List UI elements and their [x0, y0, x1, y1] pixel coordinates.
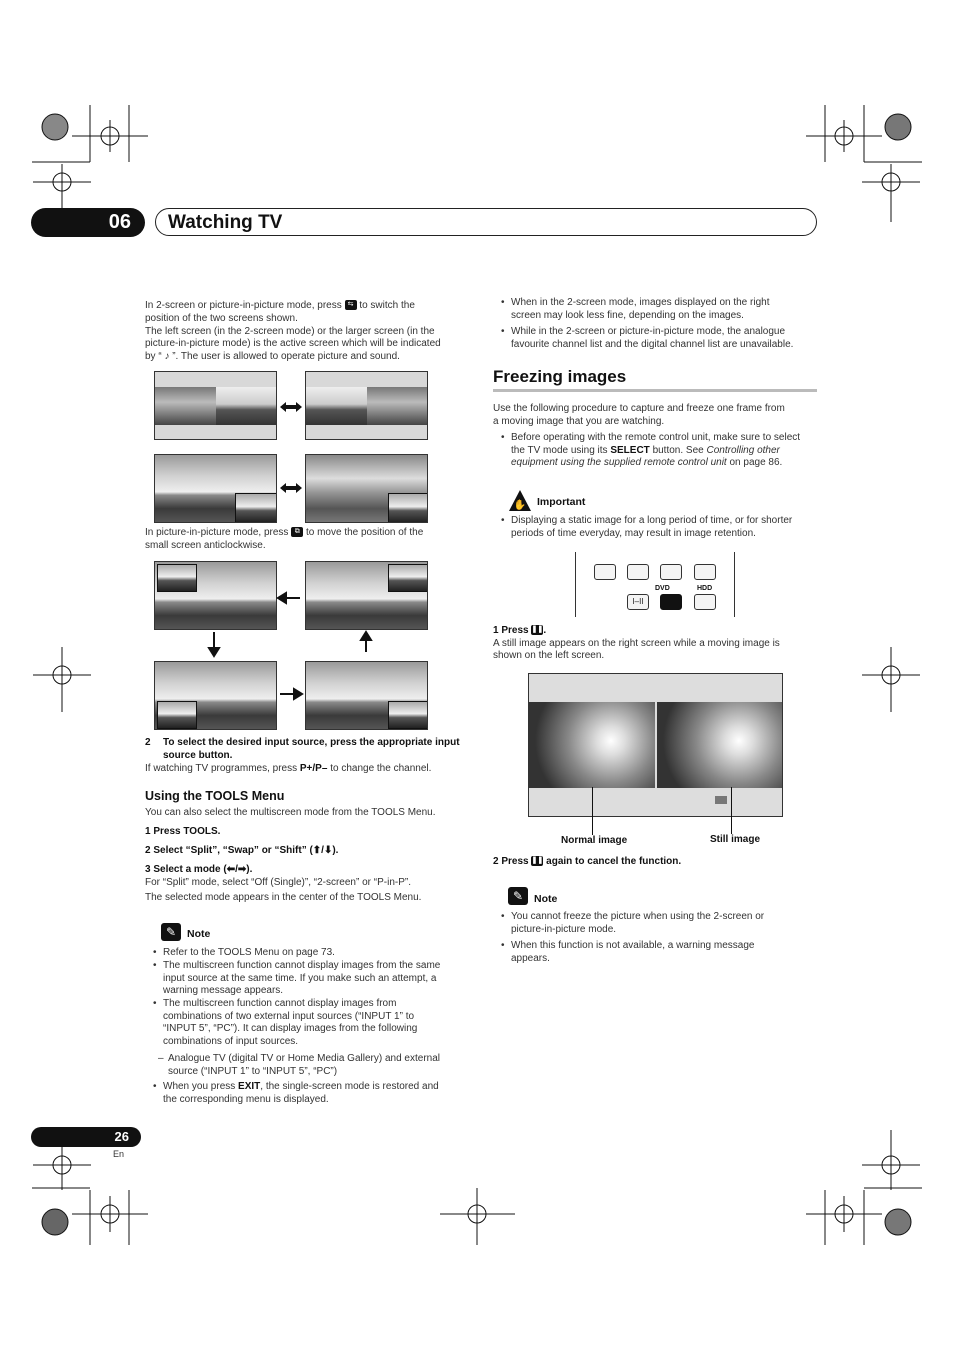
heading-rule	[493, 389, 817, 392]
still-image-pointer	[731, 787, 732, 834]
screen-pip-a	[154, 454, 277, 523]
tools-heading: Using the TOOLS Menu	[145, 789, 285, 803]
left-note-label: Note	[187, 928, 211, 940]
right-note-pencil-icon: ✎	[508, 887, 528, 905]
left-step2-line1: To select the desired input source, press the appropriate input	[163, 737, 460, 748]
freeze-step1-desc2: shown on the left screen.	[493, 650, 605, 661]
freeze-button[interactable]	[660, 594, 682, 610]
left-step2-number: 2	[145, 737, 151, 748]
language-label: En	[113, 1149, 125, 1159]
intro-line2: position of the two screens shown.	[145, 313, 298, 324]
normal-image-panel	[529, 702, 655, 788]
tools-desc2: The selected mode appears in the center of the TOOLS Menu.	[145, 892, 422, 903]
intro-line5: by “ ♪ ”. The user is allowed to operate picture and sound.	[145, 351, 400, 362]
swap-button-icon: ⇆	[345, 300, 357, 310]
right-bullet1: • When in the 2-screen mode, images displayed on the right screen may look less fine, depending on the images.	[501, 297, 821, 322]
pip-line1: In picture-in-picture mode, press ⧉ to move the position of the	[145, 527, 424, 538]
right-bullet2: • While in the 2-screen or picture-in-picture mode, the analogue favourite channel list and the digital channel list are unavailable.	[501, 326, 821, 351]
tools-desc1: For “Split” mode, select “Off (Single)”, “2-screen” or “P-in-P”.	[145, 877, 411, 888]
screen-split-b	[305, 371, 428, 440]
skip-back-button[interactable]	[660, 564, 682, 580]
left-step2-desc: If watching TV programmes, press P+/P– to change the channel.	[145, 763, 432, 774]
intro-line4: picture-in-picture mode) is the active screen which will be indicated	[145, 338, 441, 349]
freeze-step1-desc1: A still image appears on the right screen while a moving image is	[493, 638, 780, 649]
normal-image-pointer	[592, 787, 593, 835]
screen-pip-b	[305, 454, 428, 523]
freeze-intro-line2: a moving image that you are watching.	[493, 416, 665, 427]
tools-step2: 2 Select “Split”, “Swap” or “Shift” (⬆/⬇).	[145, 845, 339, 856]
freeze-screen	[528, 673, 783, 817]
left-note5: • When you press EXIT, the single-screen mode is restored and the corresponding menu is displayed.	[153, 1081, 473, 1106]
right-note-label: Note	[534, 893, 558, 905]
tools-step1: 1 Press TOOLS.	[145, 826, 221, 837]
left-note4: – Analogue TV (digital TV or Home Media Gallery) and external source (“INPUT 1” to “INPUT 5”, “PC”)	[158, 1053, 478, 1078]
hdd-label: HDD	[697, 585, 713, 592]
freeze-step1: 1 Press ❚❚.	[493, 625, 547, 636]
right-note1: • You cannot freeze the picture when using the 2-screen or picture-in-picture mode.	[501, 911, 821, 936]
freeze-button-icon-2: ❚❚	[531, 857, 544, 865]
split-button[interactable]	[694, 594, 716, 610]
important-text: • Displaying a static image for a long period of time, or for shorter periods of time everyday, may result in image retention.	[501, 515, 821, 540]
left-step2-line2: source button.	[163, 750, 233, 761]
normal-image-label: Normal image	[561, 835, 628, 846]
chapter-number: 06	[31, 208, 145, 237]
screen-split-a	[154, 371, 277, 440]
freeze-bullet1: • Before operating with the remote control unit, make sure to select the TV mode using its SELECT button. See Controlling other equipment using the supplied remote control unit on page 86.	[501, 432, 821, 470]
right-note2: • When this function is not available, a warning message appears.	[501, 940, 821, 965]
chapter-title: Watching TV	[168, 212, 283, 233]
swap-arrow-icon	[278, 400, 304, 414]
sound-mode-button[interactable]: I–II	[627, 594, 649, 610]
freeze-step2: 2 Press ❚❚ again to cancel the function.	[493, 856, 682, 867]
freeze-heading: Freezing images	[493, 367, 627, 386]
pip-line2: small screen anticlockwise.	[145, 540, 266, 551]
freeze-indicator-icon	[715, 796, 727, 804]
swap-arrow-icon-2	[278, 481, 304, 495]
dvd-label: DVD	[655, 585, 670, 592]
remote-edge-right	[734, 552, 735, 617]
important-hand-icon	[508, 489, 532, 513]
still-image-label: Still image	[710, 834, 761, 845]
skip-forward-button[interactable]	[694, 564, 716, 580]
still-image-panel	[657, 702, 783, 788]
shift-arrows-icon	[154, 590, 434, 710]
left-note3: • The multiscreen function cannot display images from combinations of two external input sources (“INPUT 1” to “INPUT 5”, “PC”). It can display images from the following combinations of input sources.	[153, 998, 473, 1048]
intro-line1: In 2-screen or picture-in-picture mode, press ⇆ to switch the	[145, 300, 415, 311]
remote-edge-left	[575, 552, 576, 617]
page-number: 26	[31, 1127, 141, 1147]
tools-intro: You can also select the multiscreen mode from the TOOLS Menu.	[145, 807, 436, 818]
svg-text:✋: ✋	[513, 500, 527, 511]
fast-forward-button[interactable]	[627, 564, 649, 580]
note-pencil-icon: ✎	[161, 923, 181, 941]
left-note1: • Refer to the TOOLS Menu on page 73.	[153, 947, 473, 960]
shift-button-icon: ⧉	[291, 527, 303, 537]
left-note2: • The multiscreen function cannot display images from the same input source at the same time. If you make such an attempt, a warning message appears.	[153, 960, 473, 998]
freeze-intro-line1: Use the following procedure to capture and freeze one frame from	[493, 403, 785, 414]
freeze-button-icon: ❚❚	[531, 626, 544, 634]
important-label: Important	[537, 496, 586, 508]
tools-step3: 3 Select a mode (⬅/➡).	[145, 864, 253, 875]
intro-line3: The left screen (in the 2-screen mode) or the larger screen (in the	[145, 326, 435, 337]
rewind-button[interactable]	[594, 564, 616, 580]
